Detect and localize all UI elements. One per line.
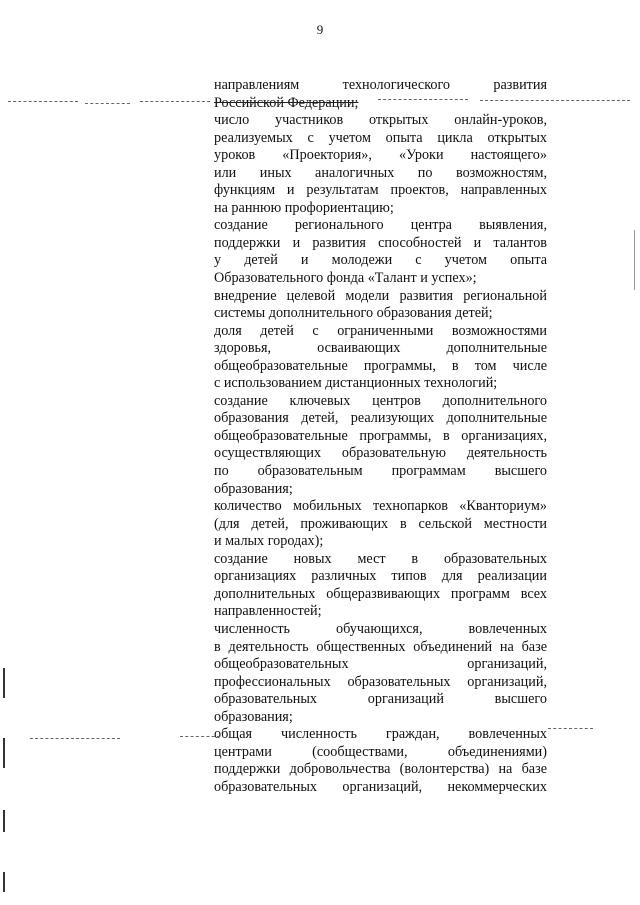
text-line: общеобразовательных организаций, xyxy=(214,656,547,673)
text-line: системы дополнительного образования детей; xyxy=(214,305,493,322)
text-line: создание регионального центра выявления, xyxy=(214,217,547,234)
scan-artifact-line xyxy=(30,738,120,739)
text-line: общеобразовательные программы, в организациях, xyxy=(214,427,547,444)
scan-artifact-mark xyxy=(3,668,5,698)
text-line: и малых городах); xyxy=(214,533,324,550)
text-line: или иных аналогичных по возможностям, xyxy=(214,164,547,181)
text-line: образования; xyxy=(214,708,293,725)
text-line: осуществляющих образовательную деятельность xyxy=(214,445,547,462)
text-line: общеобразовательные программы, в том числе xyxy=(214,357,547,374)
scan-artifact-line xyxy=(480,100,630,101)
text-line: внедрение целевой модели развития региональной xyxy=(214,287,547,304)
text-line: по образовательным программам высшего xyxy=(214,463,547,480)
text-line: число участников открытых онлайн-уроков, xyxy=(214,112,547,129)
text-line: (для детей, проживающих в сельской местности xyxy=(214,515,547,532)
text-line: образования; xyxy=(214,480,293,497)
text-line: доля детей с ограниченными возможностями xyxy=(214,322,547,339)
text-line: реализуемых с учетом опыта цикла открытых xyxy=(214,129,547,146)
text-line: образования детей, реализующих дополнительные xyxy=(214,410,547,427)
text-line: функциям и результатам проектов, направленных xyxy=(214,182,547,199)
text-line: на раннюю профориентацию; xyxy=(214,199,394,216)
text-line: образовательных организаций, некоммерческих xyxy=(214,778,547,795)
text-line: поддержки и развития способностей и талантов xyxy=(214,234,547,251)
text-line: профессиональных образовательных организаций, xyxy=(214,673,547,690)
text-line: в деятельность общественных объединений на базе xyxy=(214,638,547,655)
text-line: Образовательного фонда «Талант и успех»; xyxy=(214,270,477,287)
text-line: организациях различных типов для реализации xyxy=(214,568,547,585)
scan-artifact-mark xyxy=(3,872,5,892)
text-line: количество мобильных технопарков «Кванториум» xyxy=(214,498,547,515)
scan-artifact-mark xyxy=(3,738,5,768)
text-line: дополнительных общеразвивающих программ всех xyxy=(214,585,547,602)
text-line: создание ключевых центров дополнительного xyxy=(214,392,547,409)
scan-artifact-mark xyxy=(634,230,635,290)
text-line: создание новых мест в образовательных xyxy=(214,550,547,567)
document-body xyxy=(214,77,547,796)
text-line: уроков «Проектория», «Уроки настоящего» xyxy=(214,147,547,164)
scan-artifact-line xyxy=(85,103,130,104)
text-line: направленностей; xyxy=(214,603,322,620)
text-line: образовательных организаций высшего xyxy=(214,691,547,708)
text-line: поддержки добровольчества (волонтерства) на базе xyxy=(214,761,547,778)
text-line: здоровья, осваивающих дополнительные xyxy=(214,340,547,357)
scan-artifact-line xyxy=(8,101,78,102)
scan-artifact-line xyxy=(180,736,220,737)
text-line: с использованием дистанционных технологий; xyxy=(214,375,498,392)
scan-artifact-line xyxy=(378,99,468,100)
text-line: численность обучающихся, вовлеченных xyxy=(214,620,547,637)
scan-artifact-line xyxy=(548,728,593,729)
page-number: 9 xyxy=(316,22,324,37)
scan-artifact-line xyxy=(140,101,210,102)
scan-artifact-mark xyxy=(3,810,5,832)
text-line: у детей и молодежи с учетом опыта xyxy=(214,252,547,269)
text-line: общая численность граждан, вовлеченных xyxy=(214,726,547,743)
text-line: центрами (сообществами, объединениями) xyxy=(214,743,547,760)
text-line: Российской Федерации; xyxy=(214,94,359,111)
text-line: направлениям технологического развития xyxy=(214,77,547,93)
